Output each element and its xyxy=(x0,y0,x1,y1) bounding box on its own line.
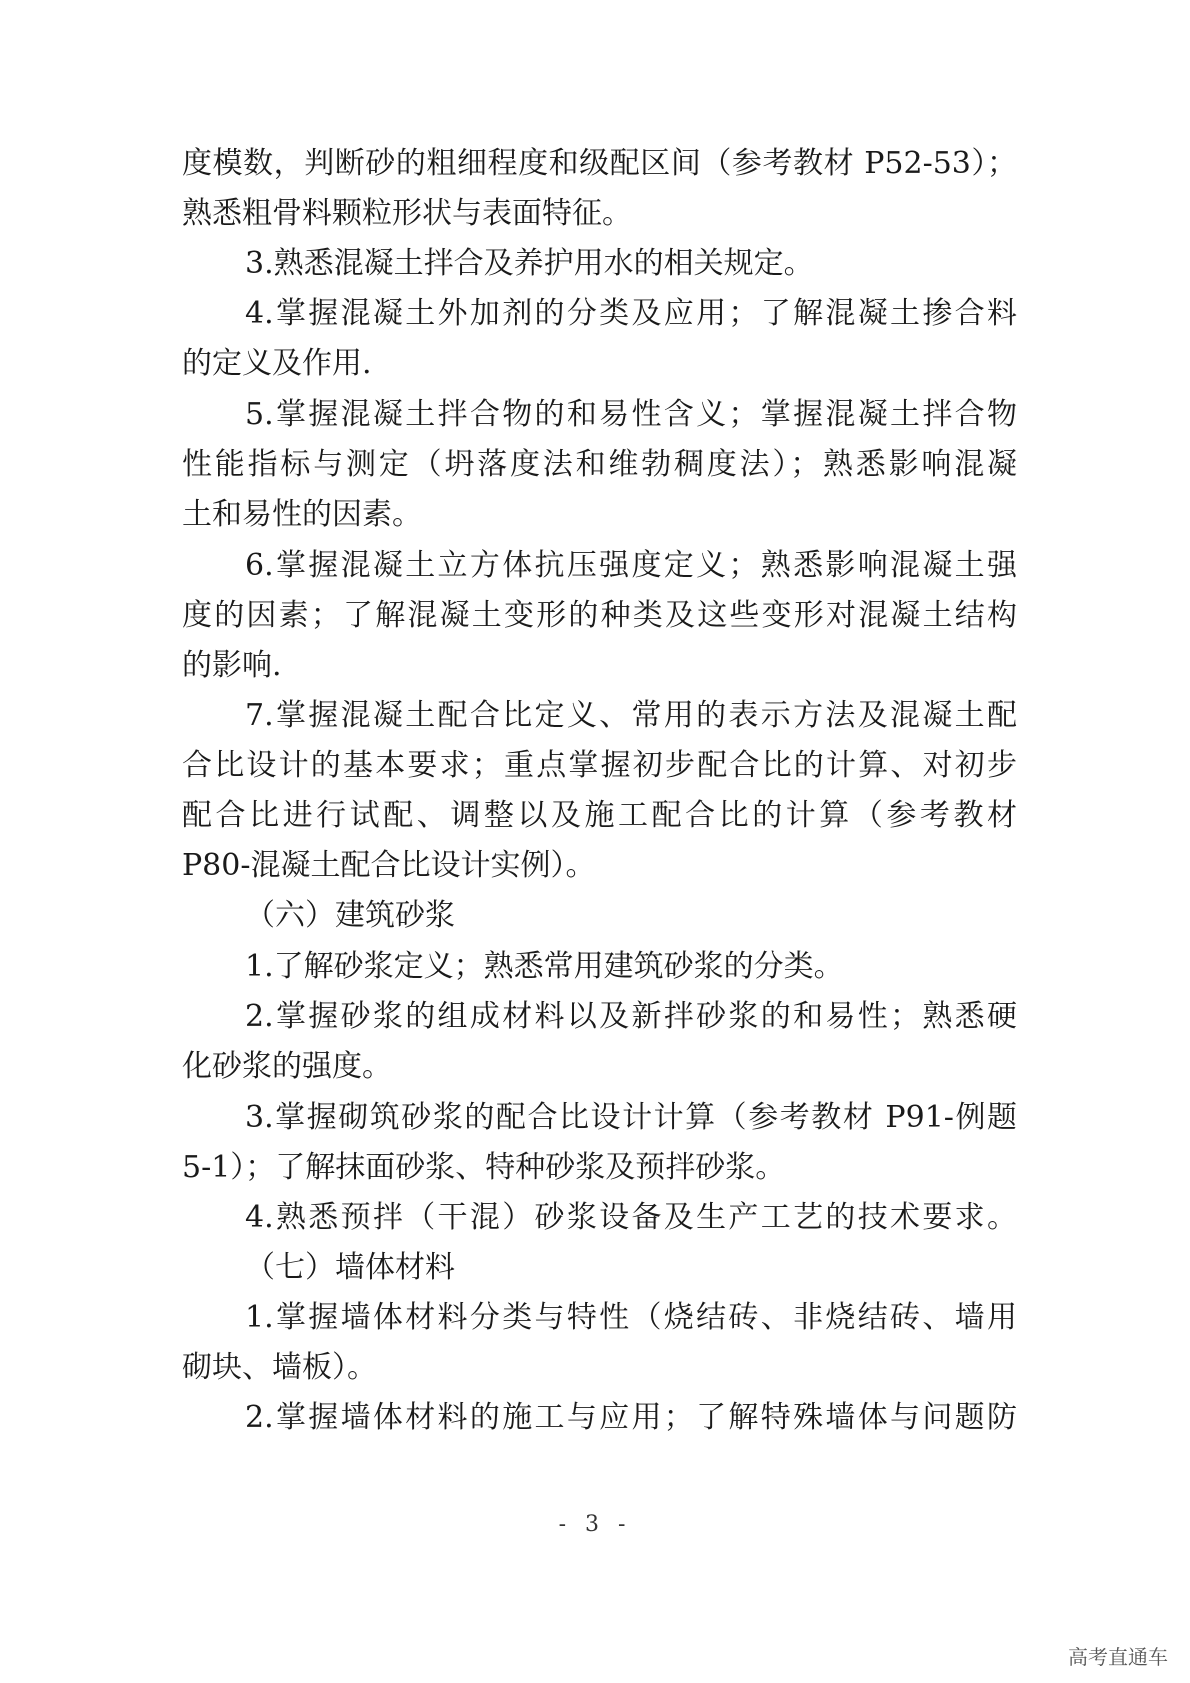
body-line: 土和易性的因素。 xyxy=(182,497,422,532)
body-line: 配合比进行试配、调整以及施工配合比的计算（参考教材 xyxy=(182,798,1017,833)
body-line: 合比设计的基本要求；重点掌握初步配合比的计算、对初步 xyxy=(182,748,1017,783)
body-line: 2.掌握墙体材料的施工与应用；了解特殊墙体与问题防 xyxy=(245,1400,1017,1435)
body-line: P80-混凝土配合比设计实例）。 xyxy=(182,848,596,883)
body-line: 1.掌握墙体材料分类与特性（烧结砖、非烧结砖、墙用 xyxy=(245,1300,1017,1335)
body-line: 5-1）；了解抹面砂浆、特种砂浆及预拌砂浆。 xyxy=(182,1150,786,1185)
body-line: 6.掌握混凝土立方体抗压强度定义；熟悉影响混凝土强 xyxy=(245,548,1017,583)
body-line: 4.熟悉预拌（干混）砂浆设备及生产工艺的技术要求。 xyxy=(245,1200,1017,1235)
body-line: 性能指标与测定（坍落度法和维勃稠度法）；熟悉影响混凝 xyxy=(182,447,1017,482)
watermark: 高考直通车 xyxy=(1068,1645,1168,1669)
body-line: 的定义及作用. xyxy=(182,346,372,381)
body-line: 砌块、墙板）。 xyxy=(182,1350,377,1385)
section-heading: （六）建筑砂浆 xyxy=(245,898,455,933)
section-heading: （七）墙体材料 xyxy=(245,1250,455,1285)
body-line: 2.掌握砂浆的组成材料以及新拌砂浆的和易性；熟悉硬 xyxy=(245,999,1017,1034)
body-line: 熟悉粗骨料颗粒形状与表面特征。 xyxy=(182,196,632,231)
body-line: 1.了解砂浆定义；熟悉常用建筑砂浆的分类。 xyxy=(245,949,844,984)
body-line: 4.掌握混凝土外加剂的分类及应用；了解混凝土掺合料 xyxy=(245,296,1017,331)
page-number: - 3 - xyxy=(558,1512,632,1537)
body-line: 5.掌握混凝土拌合物的和易性含义；掌握混凝土拌合物 xyxy=(245,397,1017,432)
body-line: 化砂浆的强度。 xyxy=(182,1049,392,1084)
body-line: 度的因素；了解混凝土变形的种类及这些变形对混凝土结构 xyxy=(182,598,1017,633)
body-line: 3.掌握砌筑砂浆的配合比设计计算（参考教材 P91-例题 xyxy=(245,1100,1017,1135)
body-line: 度模数，判断砂的粗细程度和级配区间（参考教材 P52-53）； xyxy=(182,146,1017,181)
body-line: 3.熟悉混凝土拌合及养护用水的相关规定。 xyxy=(245,246,814,281)
body-line: 的影响. xyxy=(182,648,282,683)
body-line: 7.掌握混凝土配合比定义、常用的表示方法及混凝土配 xyxy=(245,698,1017,733)
